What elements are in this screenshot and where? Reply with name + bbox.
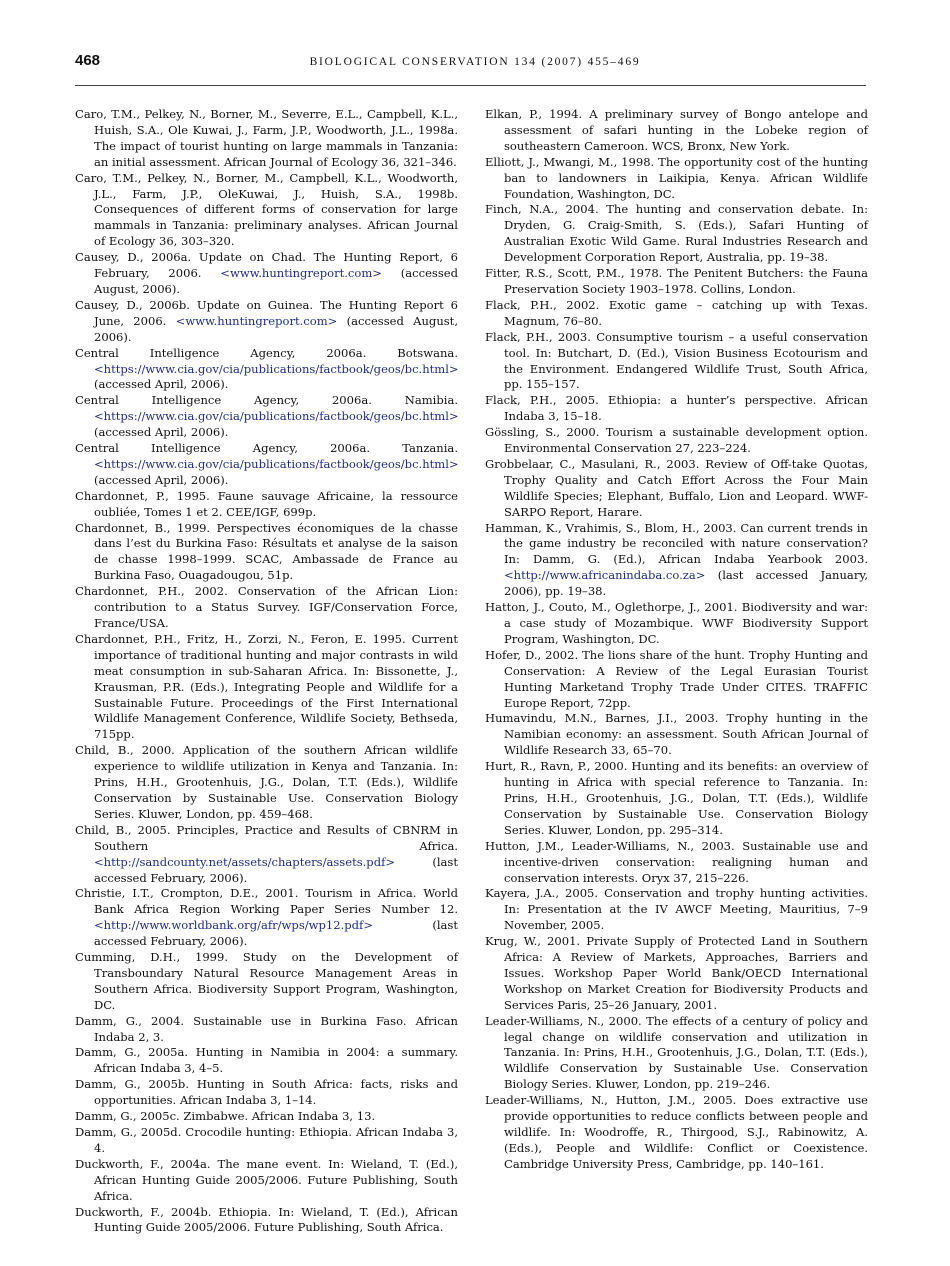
reference-text: Elkan, P., 1994. A preliminary survey of Bongo antelope and assessment of safari hunting in the Lobeke region of southeastern Cameroon. WCS, Bronx, New York.	[485, 107, 868, 153]
reference-text: Hofer, D., 2002. The lions share of the hunt. Trophy Hunting and Conservation: A Review of the Legal Eurasian Tourist Hunting Marketand Trophy Trade Under CITES. TRAFFIC Europe Report, 72pp.	[485, 647, 868, 710]
reference-entry	[485, 107, 868, 155]
reference-link[interactable]: <http://www.africanindaba.co.za>	[504, 568, 706, 583]
reference-text-after-link: (accessed April, 2006).	[94, 472, 229, 487]
reference-entry	[75, 823, 458, 887]
reference-entry	[485, 266, 868, 298]
reference-text: Christie, I.T., Crompton, D.E., 2001. Tourism in Africa. World Bank Africa Region Working Paper Series Number 12.	[75, 886, 458, 917]
reference-link[interactable]: <https://www.cia.gov/cia/publications/factbook/geos/bc.html>	[94, 361, 459, 376]
reference-entry	[75, 298, 458, 346]
reference-entry	[485, 393, 868, 425]
reference-entry	[75, 632, 458, 743]
reference-text-after-link: (accessed April, 2006).	[94, 377, 229, 392]
reference-text: Central Intelligence Agency, 2006a. Botswana.	[75, 345, 458, 360]
reference-entry	[485, 298, 868, 330]
reference-text: Causey, D., 2006a. Update on Chad. The Hunting Report, 6 February, 2006.	[75, 250, 458, 281]
reference-entry	[485, 759, 868, 839]
reference-entry	[75, 1014, 458, 1046]
reference-text: Hamman, K., Vrahimis, S., Blom, H., 2003. Can current trends in the game industry be reconciled with nature conservation? In: Damm, G. (Ed.), African Indaba Yearbook 2003.	[485, 520, 868, 567]
reference-text: Gössling, S., 2000. Tourism a sustainable development option. Environmental Conservation 27, 223–224.	[485, 425, 868, 456]
reference-text: Central Intelligence Agency, 2006a. Namibia.	[75, 393, 458, 408]
reference-text: Damm, G., 2005c. Zimbabwe. African Indaba 3, 13.	[75, 1109, 376, 1124]
reference-text: Finch, N.A., 2004. The hunting and conservation debate. In: Dryden, G. Craig-Smith, S. (Eds.), Safari Hunting of Australian Exotic Wild Game. Rural Industries Research and Development Corporation Report, Australia, pp. 19–38.	[485, 202, 868, 265]
reference-entry	[485, 457, 868, 521]
reference-entry	[485, 711, 868, 759]
reference-entry	[75, 441, 458, 489]
reference-text: Damm, G., 2005a. Hunting in Namibia in 2004: a summary. African Indaba 3, 4–5.	[75, 1045, 458, 1076]
reference-entry	[75, 107, 458, 171]
reference-text-after-link: (last accessed February, 2006).	[94, 918, 458, 949]
reference-entry	[75, 1109, 458, 1125]
reference-link[interactable]: <https://www.cia.gov/cia/publications/factbook/geos/bc.html>	[94, 409, 459, 424]
reference-text: Caro, T.M., Pelkey, N., Borner, M., Severre, E.L., Campbell, K.L., Huish, S.A., Ole Kuwai, J., Farm, J.P., Woodworth, J.L., 1998a. The impact of tourist hunting on large mammals in Tanzania: an initial assessment. African Journal of Ecology 36, 321–346.	[75, 107, 458, 169]
reference-entry	[75, 1045, 458, 1077]
reference-text: Chardonnet, P.H., 2002. Conservation of the African Lion: contribution to a Status Survey. IGF/Conservation Force, France/USA.	[75, 584, 458, 630]
reference-text: Hutton, J.M., Leader-Williams, N., 2003. Sustainable use and incentive-driven conservation: realigning human and conservation interests. Oryx 37, 215–226.	[485, 838, 868, 885]
reference-entry	[75, 250, 458, 298]
reference-text: Flack, P.H., 2005. Ethiopia: a hunter’s perspective. African Indaba 3, 15–18.	[485, 393, 868, 424]
reference-link[interactable]: <www.huntingreport.com>	[220, 266, 382, 281]
reference-text: Elliott, J., Mwangi, M., 1998. The opportunity cost of the hunting ban to landowners in Laikipia, Kenya. African Wildlife Foundation, Washington, DC.	[485, 154, 868, 201]
reference-text-after-link: (accessed April, 2006).	[94, 425, 229, 440]
reference-entry	[485, 202, 868, 266]
reference-text: Krug, W., 2001. Private Supply of Protected Land in Southern Africa: A Review of Markets, Approaches, Barriers and Issues. Workshop Paper World Bank/OECD International Workshop on Market Creation for Biodiversity Products and Services Paris, 25–26 January, 2001.	[485, 934, 868, 1012]
running-head: BIOLOGICAL CONSERVATION 134 (2007) 455–469	[309, 56, 641, 68]
reference-entry	[75, 584, 458, 632]
reference-entry	[485, 934, 868, 1014]
reference-entry	[485, 886, 868, 934]
reference-entry	[485, 600, 868, 648]
reference-entry	[75, 886, 458, 950]
reference-entry	[75, 1125, 458, 1157]
reference-text: Chardonnet, P.H., Fritz, H., Zorzi, N., Feron, E. 1995. Current importance of traditional hunting and major contrasts in wild meat consumption in sub-Saharan Africa. In: Bissonette, J., Krausman, P.R. (Eds.), Integrating People and Wildlife for a Sustainable Future. Proceedings of the First International Wildlife Management Conference, Wildlife Society, Bethseda, 715pp.	[75, 631, 458, 742]
reference-text: Causey, D., 2006b. Update on Guinea. The Hunting Report 6 June, 2006.	[75, 297, 458, 328]
reference-text: Damm, G., 2005b. Hunting in South Africa: facts, risks and opportunities. African Indaba 3, 1–14.	[75, 1077, 458, 1108]
reference-entry	[485, 648, 868, 712]
reference-link[interactable]: <https://www.cia.gov/cia/publications/factbook/geos/bc.html>	[94, 456, 459, 471]
reference-entry	[485, 425, 868, 457]
reference-entry	[75, 1157, 458, 1205]
reference-entry	[75, 1205, 458, 1237]
reference-column-right	[485, 107, 868, 1173]
reference-text: Duckworth, F., 2004b. Ethiopia. In: Wieland, T. (Ed.), African Hunting Guide 2005/2006. Future Publishing, South Africa.	[75, 1204, 458, 1235]
reference-text: Flack, P.H., 2003. Consumptive tourism – a useful conservation tool. In: Butchart, D. (Ed.), Vision Business Ecotourism and the Environment. Endangered Wildlife Trust, South Africa, pp. 155–157.	[485, 329, 868, 392]
reference-text: Cumming, D.H., 1999. Study on the Development of Transboundary Natural Resource Management Areas in Southern Africa. Biodiversity Support Program, Washington, DC.	[75, 950, 458, 1012]
reference-entry	[75, 1077, 458, 1109]
reference-text: Child, B., 2000. Application of the southern African wildlife experience to wildlife utilization in Kenya and Tanzania. In: Prins, H.H., Grootenhuis, J.G., Dolan, T.T. (Eds.), Wildlife Conservation by Sustainable Use. Conservation Biology Series. Kluwer, London, pp. 459–468.	[75, 743, 458, 821]
page-number: 468	[75, 52, 101, 69]
reference-text: Chardonnet, B., 1999. Perspectives économiques de la chasse dans l’est du Burkina Faso: Résultats et analyse de la saison de chasse 1998–1999. SCAC, Ambassade de France au Burkina Faso, Ouagadougou, 51p.	[75, 520, 458, 583]
reference-text: Damm, G., 2004. Sustainable use in Burkina Faso. African Indaba 2, 3.	[75, 1013, 458, 1044]
reference-text: Chardonnet, P., 1995. Faune sauvage Africaine, la ressource oubliée, Tomes 1 et 2. CEE/IGF, 699p.	[75, 488, 458, 519]
reference-entry	[75, 950, 458, 1014]
reference-entry	[75, 346, 458, 394]
reference-text: Leader-Williams, N., Hutton, J.M., 2005. Does extractive use provide opportunities to reduce conflicts between people and wildlife. In: Woodroffe, R., Thirgood, S.J., Rabinowitz, A. (Eds.), People and Wildlife: Conflict or Coexistence. Cambridge University Press, Cambridge, pp. 140–161.	[485, 1093, 868, 1171]
reference-link[interactable]: <http://www.worldbank.org/afr/wps/wp12.pdf>	[94, 918, 374, 933]
reference-entry	[485, 1093, 868, 1173]
reference-text: Damm, G., 2005d. Crocodile hunting: Ethiopia. African Indaba 3, 4.	[75, 1125, 458, 1155]
reference-entry	[75, 489, 458, 521]
reference-text: Kayera, J.A., 2005. Conservation and trophy hunting activities. In: Presentation at the IV AWCF Meeting, Mauritius, 7–9 November, 2005.	[485, 886, 868, 933]
reference-text: Child, B., 2005. Principles, Practice and Results of CBNRM in Southern Africa.	[75, 822, 458, 853]
reference-text-after-link: (accessed August, 2006).	[94, 266, 459, 296]
reference-link[interactable]: <http://sandcounty.net/assets/chapters/assets.pdf>	[94, 854, 396, 869]
reference-entry	[485, 155, 868, 203]
reference-text: Hurt, R., Ravn, P., 2000. Hunting and its benefits: an overview of hunting in Africa with special reference to Tanzania. In: Prins, H.H., Grootenhuis, J.G., Dolan, T.T. (Eds.), Wildlife Conservation by Sustainable Use. Conservation Biology Series. Kluwer, London, pp. 295–314.	[485, 759, 868, 837]
reference-text: Flack, P.H., 2002. Exotic game – catching up with Texas. Magnum, 76–80.	[485, 297, 868, 328]
reference-text: Duckworth, F., 2004a. The mane event. In: Wieland, T. (Ed.), African Hunting Guide 2005/2006. Future Publishing, South Africa.	[75, 1156, 458, 1203]
reference-column-left	[75, 107, 458, 1236]
reference-entry	[485, 1014, 868, 1094]
header-rule	[75, 85, 866, 86]
reference-link[interactable]: <www.huntingreport.com>	[175, 313, 338, 328]
reference-text: Grobbelaar, C., Masulani, R., 2003. Review of Off-take Quotas, Trophy Quality and Catch Effort Across the Four Main Wildlife Species; Elephant, Buffalo, Lion and Leopard. WWF-SARPO Report, Harare.	[485, 456, 868, 519]
reference-entry	[485, 521, 868, 601]
reference-text: Fitter, R.S., Scott, P.M., 1978. The Penitent Butchers: the Fauna Preservation Society 1903–1978. Collins, London.	[485, 266, 868, 296]
reference-entry	[75, 393, 458, 441]
reference-text: Caro, T.M., Pelkey, N., Borner, M., Campbell, K.L., Woodworth, J.L., Farm, J.P., OleKuwai, J., Huish, S.A., 1998b. Consequences of different forms of conservation for large mammals in Tanzania: preliminary analyses. African Journal of Ecology 36, 303–320.	[75, 170, 458, 249]
reference-entry	[75, 743, 458, 823]
reference-entry	[75, 171, 458, 251]
reference-text-after-link: (last accessed February, 2006).	[94, 854, 458, 885]
reference-text: Humavindu, M.N., Barnes, J.I., 2003. Trophy hunting in the Namibian economy: an assessment. South African Journal of Wildlife Research 33, 65–70.	[485, 711, 868, 758]
reference-text: Leader-Williams, N., 2000. The effects of a century of policy and legal change on wildlife conservation and utilization in Tanzania. In: Prins, H.H., Grootenhuis, J.G., Dolan, T.T. (Eds.), Wildlife Conservation by Sustainable Use. Conservation Biology Series. Kluwer, London, pp. 219–246.	[485, 1013, 868, 1092]
reference-entry	[485, 330, 868, 394]
reference-text-after-link: (last accessed January, 2006), pp. 19–38.	[504, 568, 868, 599]
reference-text-after-link: (accessed August, 2006).	[94, 313, 458, 344]
reference-text: Central Intelligence Agency, 2006a. Tanzania.	[75, 441, 458, 456]
reference-text: Hatton, J., Couto, M., Oglethorpe, J., 2001. Biodiversity and war: a case study of Mozambique. WWF Biodiversity Support Program, Washington, DC.	[485, 600, 868, 646]
reference-entry	[485, 839, 868, 887]
reference-entry	[75, 521, 458, 585]
